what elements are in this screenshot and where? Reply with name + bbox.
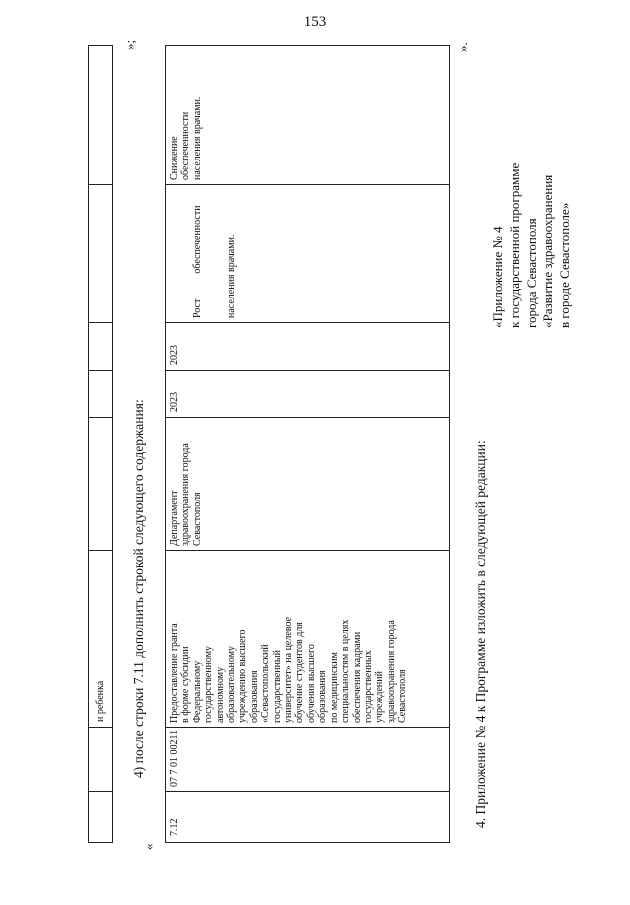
row-end-year: 2023 (169, 345, 180, 365)
row-start-year: 2023 (169, 392, 180, 412)
appendix-header: «Приложение № 4 к государственной программе города Севастополя «Развитие здравоохранения в городе Севастополе» (490, 162, 573, 328)
previous-table-cell-text: и ребенка (95, 680, 106, 722)
previous-table-fragment (88, 45, 113, 843)
instruction-insert-row: 4) после строки 7.11 дополнить строкой следующего содержания: (131, 399, 146, 778)
page-number: 153 (303, 14, 327, 30)
row-executor: Департамент здравоохранения города Севастополя (169, 443, 203, 546)
previous-table-closing-mark: »; (122, 39, 137, 50)
row-consequences: Снижение обеспеченности населения врачами. (169, 96, 203, 180)
row-measure: Предоставление гранта в форме субсидии Федеральному государственному автономному образовательному учреждению высшего образования «Севастопольский государственный университет» на целевое обучение студентов для обучения высшего образования по медицинским специальностям в целях обеспечения кадрами государственных учреждений здравоохранения города Севастополя (169, 617, 409, 723)
row-code: 07 7 01 00211 (169, 729, 180, 787)
open-quote-mark: « (141, 843, 156, 850)
row-closing-mark: ». (455, 42, 470, 52)
row-number: 7.12 (169, 818, 180, 836)
row-expected-result: Рост обеспеченности населения врачами. (191, 205, 238, 318)
instruction-appendix: 4. Приложение № 4 к Программе изложить в следующей редакции: (473, 440, 488, 828)
rotated-content (0, 18, 630, 878)
inserted-row-table (165, 45, 450, 843)
